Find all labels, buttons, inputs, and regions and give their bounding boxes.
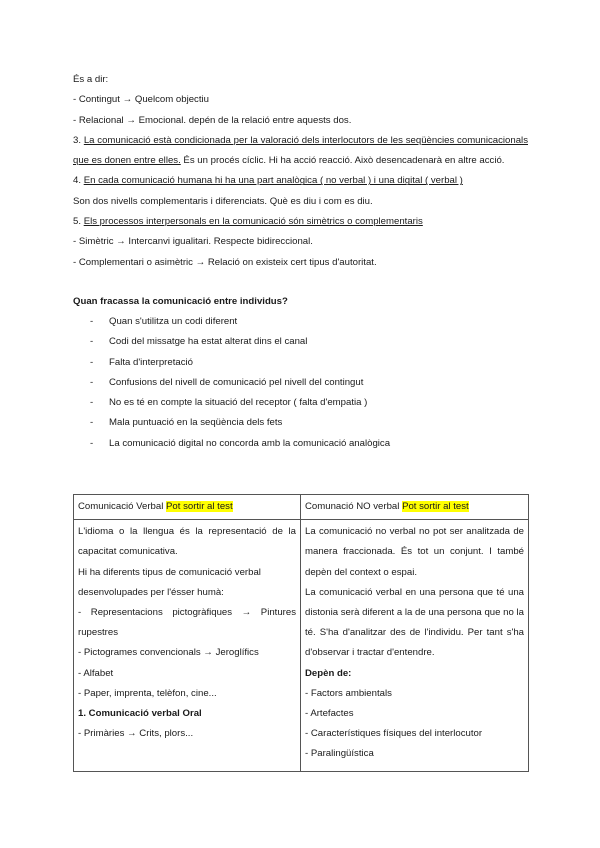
contingut-line: - Contingut → Quelcom objectiu [73, 94, 209, 106]
list-item: - La comunicació digital no concorda amb la comunicació analògica [90, 437, 391, 449]
point-4-underlined: En cada comunicació humana hi ha una part analògica ( no verbal ) i una digital ( verbal ) [83, 175, 463, 187]
point-4 [73, 171, 528, 191]
point-3-rest: És un procés cíclic. Hi ha acció reacció. Això desencadenarà en altre acció. [183, 155, 505, 167]
point-3-number: 3. [73, 134, 82, 146]
point-5-underlined: Els processos interpersonals en la comunicació són simètrics o complementaris [83, 216, 423, 228]
point-5 [73, 212, 528, 232]
list-item: - Quan s'utilitza un codi diferent [90, 315, 238, 327]
list-item: - No es té en compte la situació del receptor ( falta d'empatia ) [90, 397, 368, 409]
list-item: - Codi del missatge ha estat alterat dins el canal [90, 336, 308, 348]
nonverbal-header: Comunació NO verbal Pot sortir al test [301, 495, 529, 520]
nonverbal-cell: La comunicació no verbal no pot ser analitzada de manera fraccionada. És tot un conjunt. I també depèn del context o espai. La comunicació verbal en una persona que té una distonia serà diferent a la de una persona que no la té. S'ha d'analitzar des de l'individu. Per tant s'ha d'observar i tractar d'entendre. Depèn de: - Factors ambientals - Artefactes - Característiques físiques del interlocutor - Paralingüística [301, 520, 529, 771]
simetric-line: - Simètric → Intercanvi igualitari. Respecte bidireccional. [73, 236, 313, 248]
list-item: - Confusions del nivell de comunicació pel nivell del contingut [90, 376, 364, 388]
failures-list [73, 312, 528, 454]
failures-heading: Quan fracassa la comunicació entre individus? [73, 295, 288, 307]
verbal-header: Comunicació Verbal Pot sortir al test [74, 495, 301, 520]
table-row [74, 520, 529, 771]
list-item: - Falta d'interpretació [90, 356, 193, 368]
test-highlight: Pot sortir al test [402, 501, 469, 512]
complementari-line: - Complementari o asimètric → Relació on existeix cert tipus d'autoritat. [73, 256, 377, 268]
es-a-dir: És a dir: [73, 74, 109, 85]
test-highlight: Pot sortir al test [166, 501, 233, 512]
point-5-number: 5. [73, 216, 82, 228]
list-item: - Mala puntuació en la seqüència dels fets [90, 417, 283, 429]
comparison-table [73, 494, 529, 772]
document-body [73, 70, 528, 454]
relacional-line: - Relacional → Emocional. depén de la relació entre aquests dos. [73, 114, 352, 126]
verbal-cell: L'idioma o la llengua és la representació de la capacitat comunicativa. Hi ha diferents tipus de comunicació verbal desenvolupades per l'ésser humà: - Representacions pictogràfiques → Pintures rupestres - Pictogrames convencionals → Jeroglífics - Alfabet - Paper, imprenta, telèfon, cine... 1. Comunicació verbal Oral - Primàries → Crits, plors... [74, 520, 301, 771]
point-4-rest: Son dos nivells complementaris i diferenciats. Què es diu i com es diu. [73, 195, 373, 207]
table-header-row [74, 495, 529, 520]
point-3-underlined: La comunicació està condicionada per la valoració dels interlocutors de les seqüències comunicacionals que es donen entre elles. [73, 134, 528, 167]
point-3 [73, 131, 528, 172]
point-4-number: 4. [73, 175, 82, 187]
